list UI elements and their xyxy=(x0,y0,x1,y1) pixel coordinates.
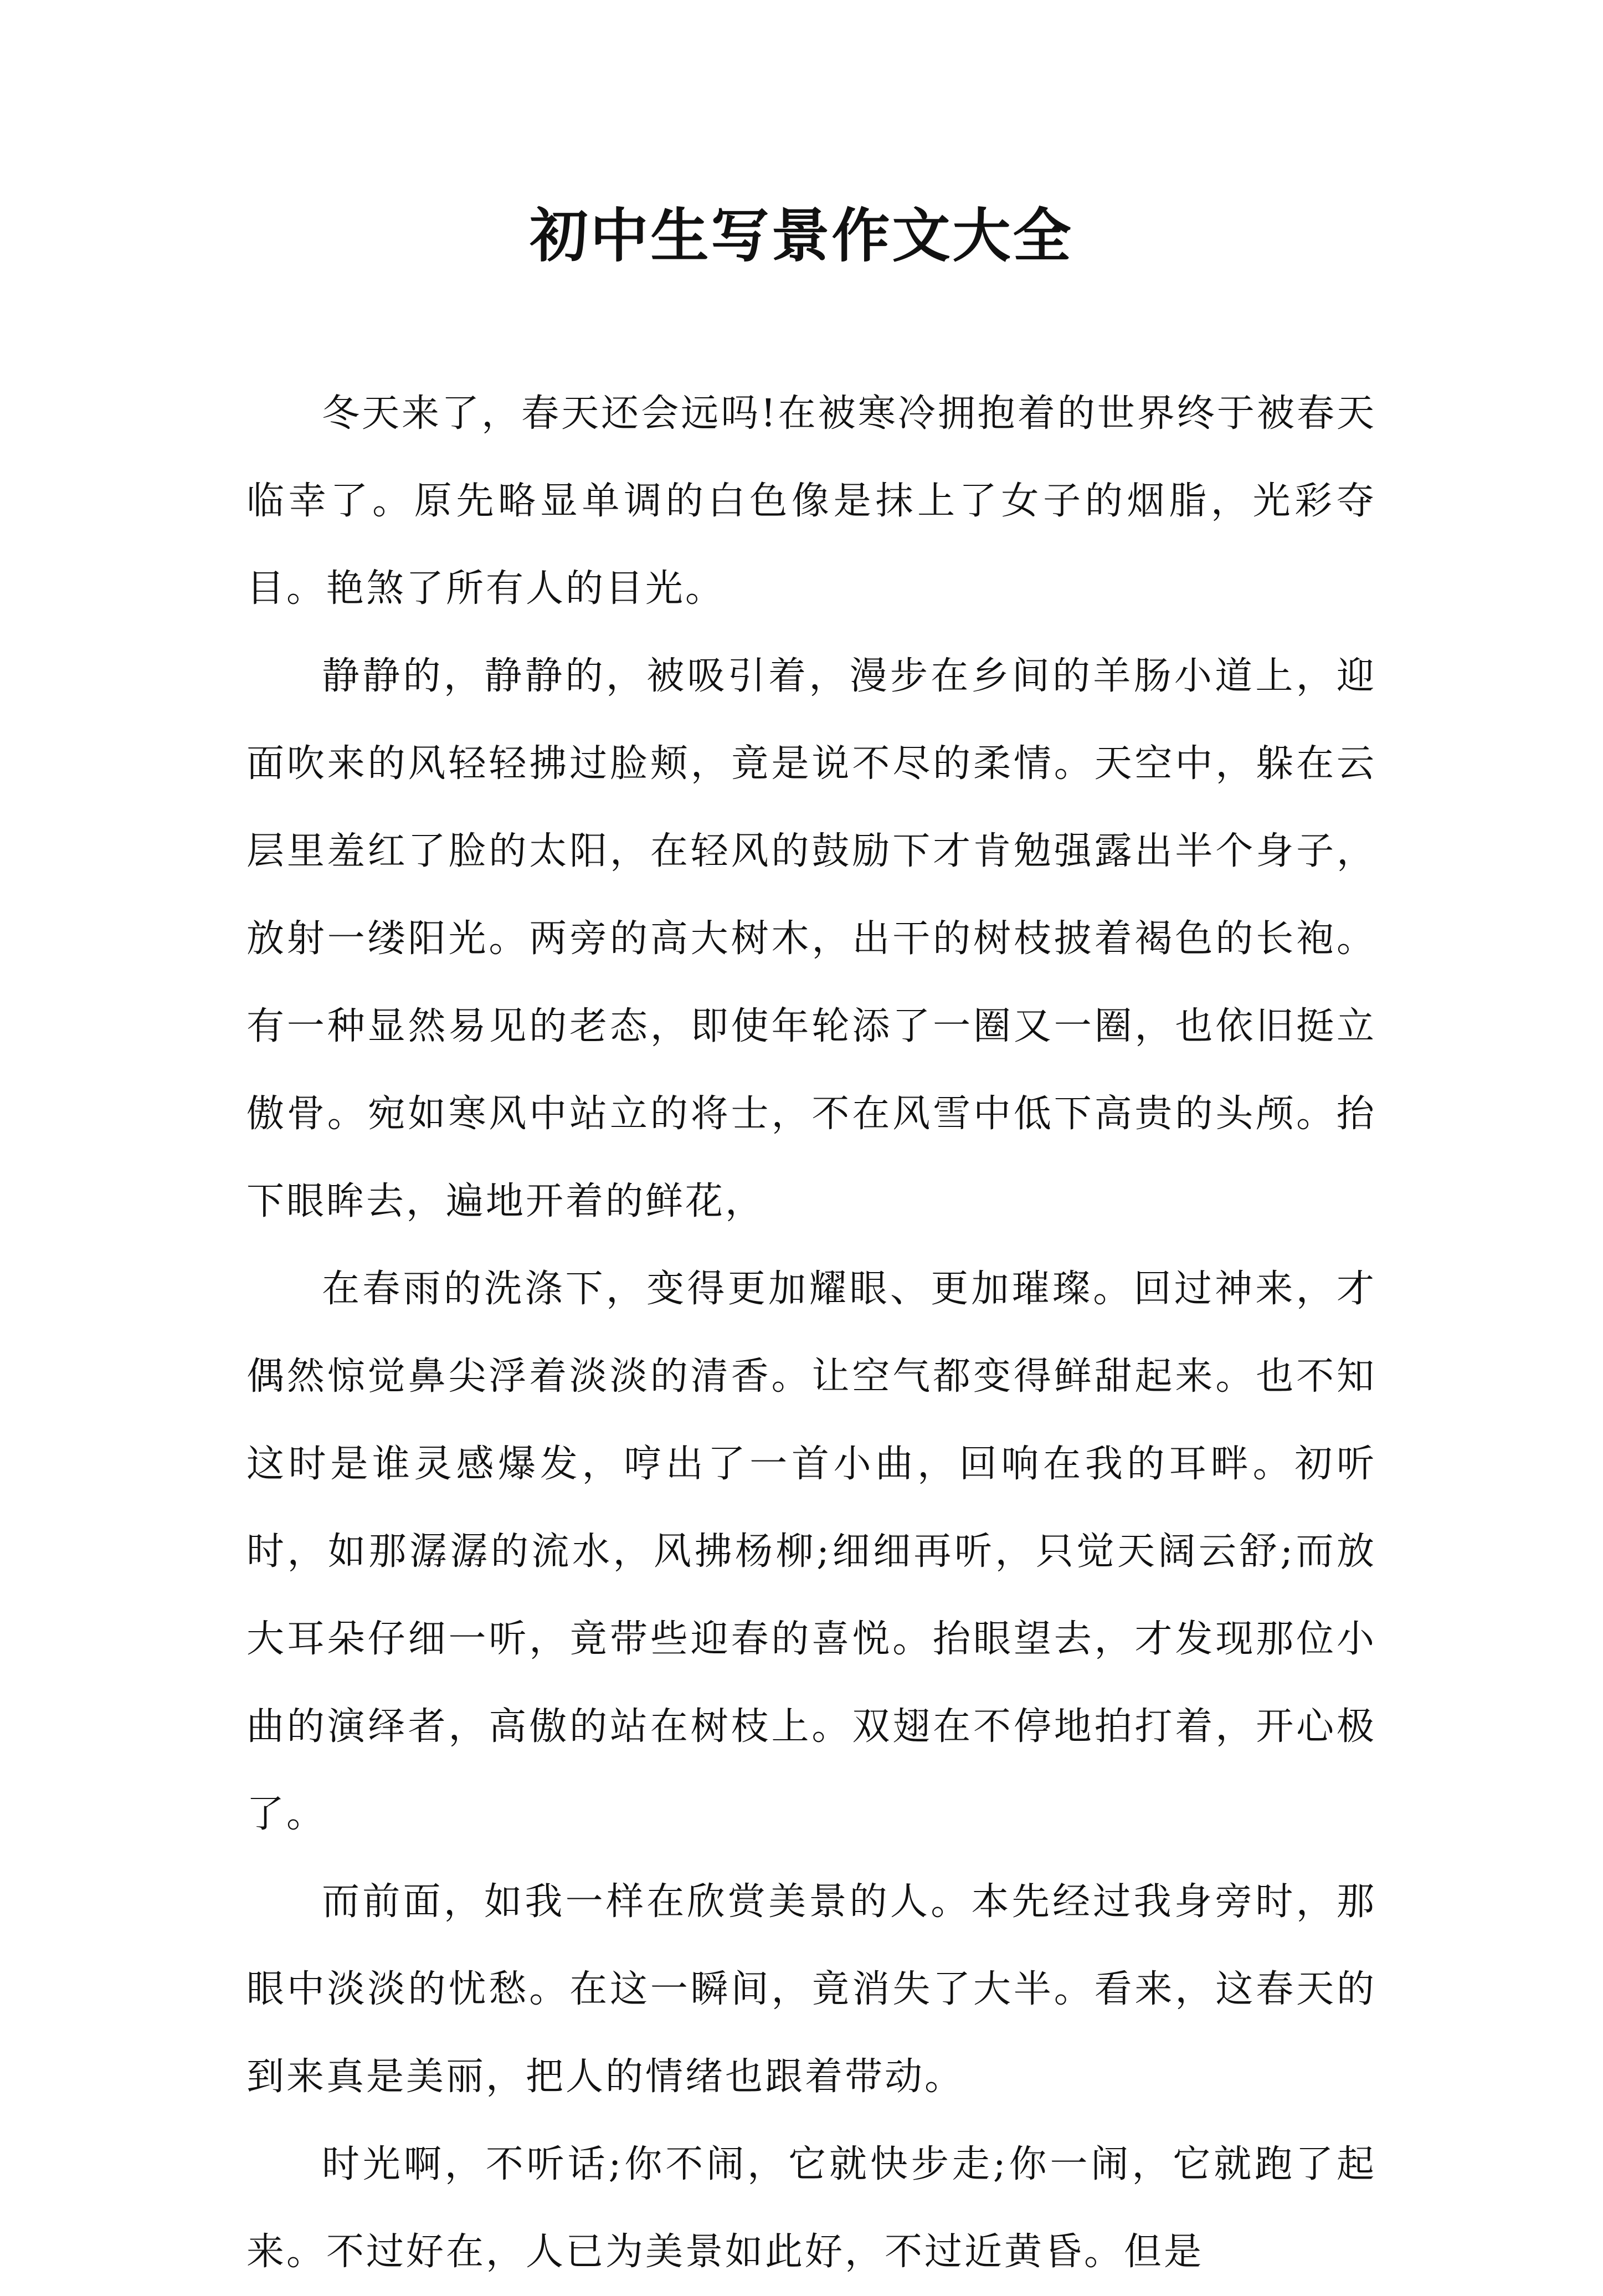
document-body xyxy=(246,370,1376,2296)
paragraph-4: 而前面，如我一样在欣赏美景的人。本先经过我身旁时，那眼中淡淡的忧愁。在这一瞬间，竟消失了大半。看来，这春天的到来真是美丽，把人的情绪也跟着带动。 xyxy=(246,1880,1376,2099)
paragraph-5: 时光啊，不听话;你不闹，它就快步走;你一闹，它就跑了起来。不过好在，人已为美景如此好，不过近黄昏。但是 xyxy=(246,2143,1376,2274)
paragraph-2: 静静的，静静的，被吸引着，漫步在乡间的羊肠小道上，迎面吹来的风轻轻拂过脸颊，竟是说不尽的柔情。天空中，躲在云层里羞红了脸的太阳，在轻风的鼓励下才肯勉强露出半个身子，放射一缕阳光。两旁的高大树木，出干的树枝披着褐色的长袍。有一种显然易见的老态，即使年轮添了一圈又一圈，也依旧挺立傲骨。宛如寒风中站立的将士，不在风雪中低下高贵的头颅。抬下眼眸去，遍地开着的鲜花， xyxy=(246,654,1376,1223)
document-title: 初中生写景作文大全 xyxy=(530,201,1073,270)
paragraph-3: 在春雨的洗涤下，变得更加耀眼、更加璀璨。回过神来，才偶然惊觉鼻尖浮着淡淡的清香。让空气都变得鲜甜起来。也不知这时是谁灵感爆发，哼出了一首小曲，回响在我的耳畔。初听时，如那潺潺的流水，风拂杨柳;细细再听，只觉天阔云舒;而放大耳朵仔细一听，竟带些迎春的喜悦。抬眼望去，才发现那位小曲的演绎者，高傲的站在树枝上。双翅在不停地拍打着，开心极了。 xyxy=(246,1267,1376,1836)
paragraph-1: 冬天来了，春天还会远吗!在被寒冷拥抱着的世界终于被春天临幸了。原先略显单调的白色像是抹上了女子的烟脂，光彩夺目。艳煞了所有人的目光。 xyxy=(246,392,1377,611)
